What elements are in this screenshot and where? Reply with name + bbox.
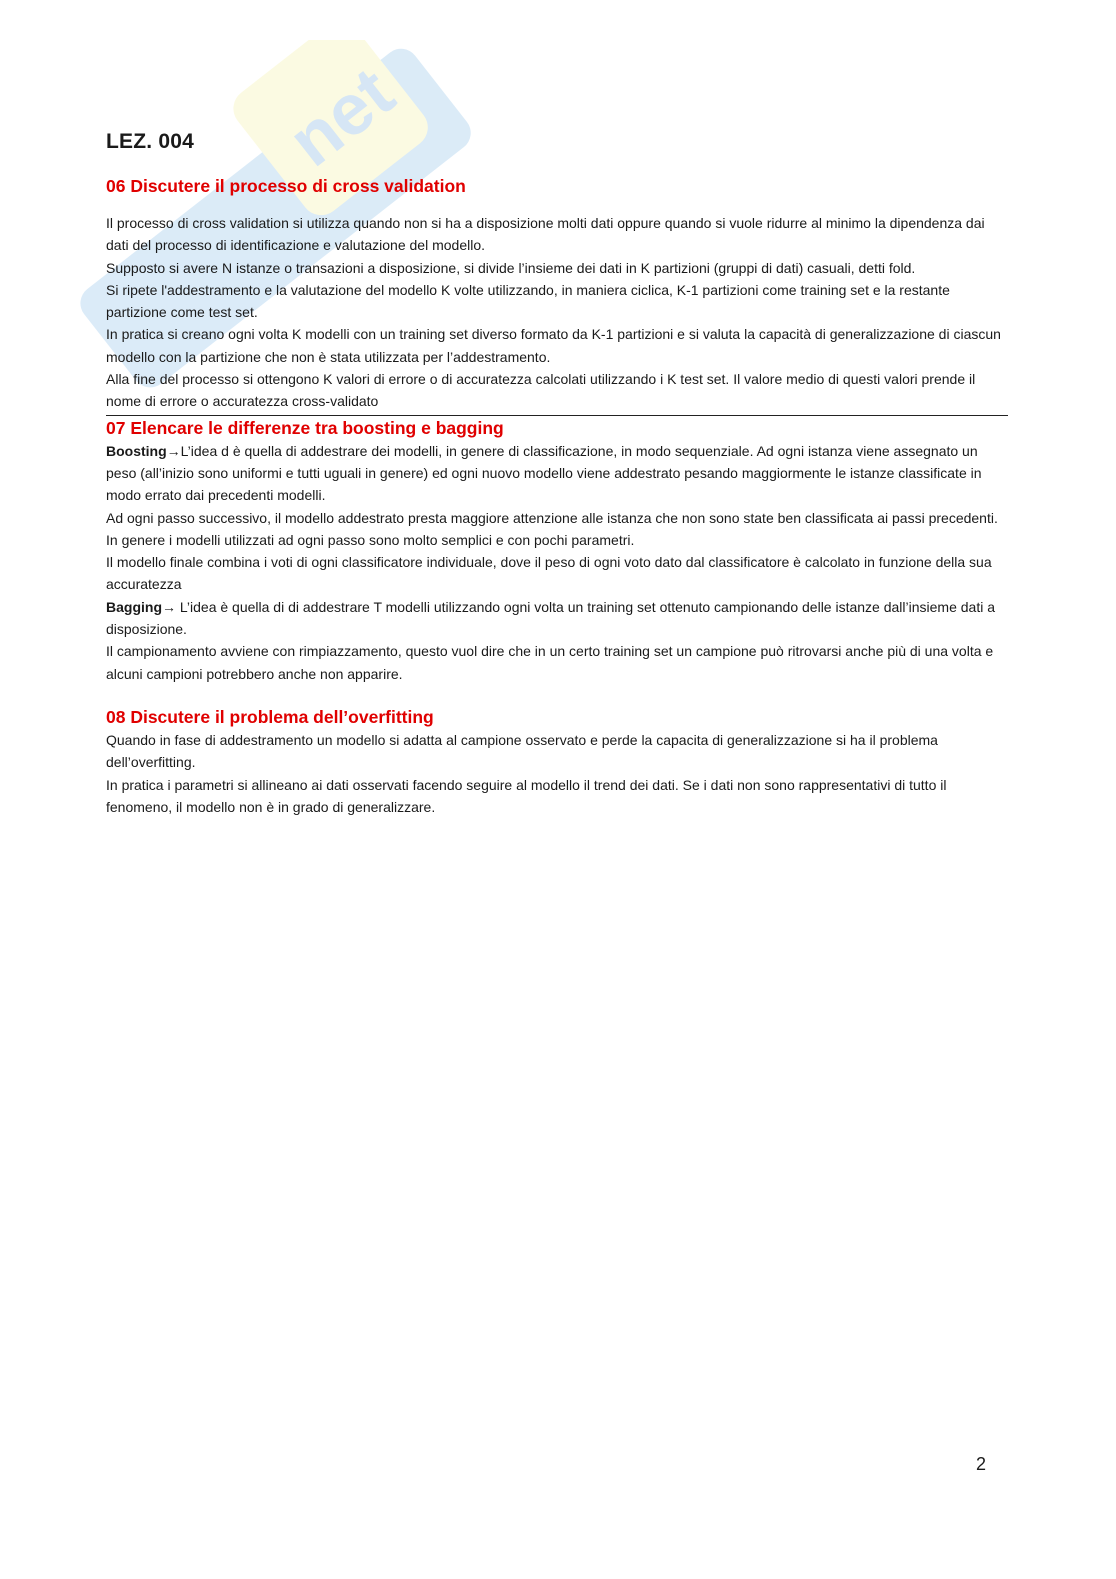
paragraph: Supposto si avere N istanze o transazioni a disposizione, si divide l’insieme dei dati in K partizioni (gruppi di dati) casuali, detti fold. xyxy=(106,259,916,276)
lesson-title: LEZ. 004 xyxy=(106,130,194,153)
paragraph: Si ripete l'addestramento e la valutazione del modello K volte utilizzando, in maniera ciclica, K-1 partizioni come training set e la restante partizione come test set. xyxy=(106,281,950,321)
watermark-text: net xyxy=(274,52,409,182)
paragraph: In pratica i parametri si allineano ai dati osservati facendo seguire al modello il trend dei dati. Se i dati non sono rappresentativi di tutto il fenomeno, il modello non è in grado di generalizzare. xyxy=(106,776,947,815)
section-title: 06 Discutere il processo di cross validation xyxy=(106,176,466,196)
paragraph: Il modello finale combina i voti di ogni classificatore individuale, dove il peso di ogni voto dato dal classificatore è calcolato in funzione della sua accuratezza xyxy=(106,554,992,593)
page-number: 2 xyxy=(976,1454,987,1474)
boosting-paragraph xyxy=(106,440,1008,507)
section-title: 08 Discutere il problema dell’overfitting xyxy=(106,706,434,727)
paragraph: Il campionamento avviene con rimpiazzamento, questo vuol dire che in un certo training set un campione può ritrovarsi anche più di una volta e alcuni campioni potrebbero anche non apparire. xyxy=(106,643,994,682)
document-page xyxy=(106,130,1008,818)
section-cross-validation xyxy=(106,176,1008,413)
section-overfitting xyxy=(106,707,1008,818)
paragraph: In genere i modelli utilizzati ad ogni passo sono molto semplici e con pochi parametri. xyxy=(106,531,635,548)
paragraph: In pratica si creano ogni volta K modelli con un training set diverso formato da K-1 partizioni e si valuta la capacità di generalizzazione di ciascun modello con la partizione che non è stata utilizzata per l’addestramento. xyxy=(106,326,1001,365)
bagging-text: L’idea è quella di di addestrare T modelli utilizzando ogni volta un training set ottenuto campionando delle istanze dall’insieme dati a disposizione. xyxy=(106,598,996,638)
section-divider xyxy=(106,415,1008,416)
paragraph: Il processo di cross validation si utilizza quando non si ha a disposizione molti dati oppure quando si vuole ridurre al minimo la dipendenza dai dati del processo di identificazione e valutazione del modello. xyxy=(106,215,985,254)
arrow-right-icon: → xyxy=(166,442,181,459)
paragraph: Ad ogni passo successivo, il modello addestrato presta maggiore attenzione alle istanza che non sono state ben classificata ai passi precedenti. xyxy=(106,509,998,526)
section-title: 07 Elencare le differenze tra boosting e bagging xyxy=(106,417,504,438)
boosting-term: Boosting xyxy=(106,442,167,459)
arrow-right-icon: → xyxy=(162,598,176,615)
paragraph: Quando in fase di addestramento un modello si adatta al campione osservato e perde la capacita di generalizzazione si ha il problema dell’overfitting. xyxy=(106,731,938,771)
section-boosting-bagging xyxy=(106,418,1008,685)
bagging-term: Bagging xyxy=(106,598,162,615)
paragraph: Alla fine del processo si ottengono K valori di errore o di accuratezza calcolati utilizzando i K test set. Il valore medio di questi valori prende il nome di errore o accuratezza cross-validato xyxy=(106,371,976,410)
boosting-text: L’idea d è quella di addestrare dei modelli, in genere di classificazione, in modo sequenziale. Ad ogni istanza viene assegnato un peso (all’inizio sono uniformi e tutti uguali in genere) ed ogni nuovo modello viene addestrato pesando maggiormente le istanze classificate in modo errato dai precedenti modelli. xyxy=(106,442,982,504)
bagging-paragraph xyxy=(106,596,1008,641)
